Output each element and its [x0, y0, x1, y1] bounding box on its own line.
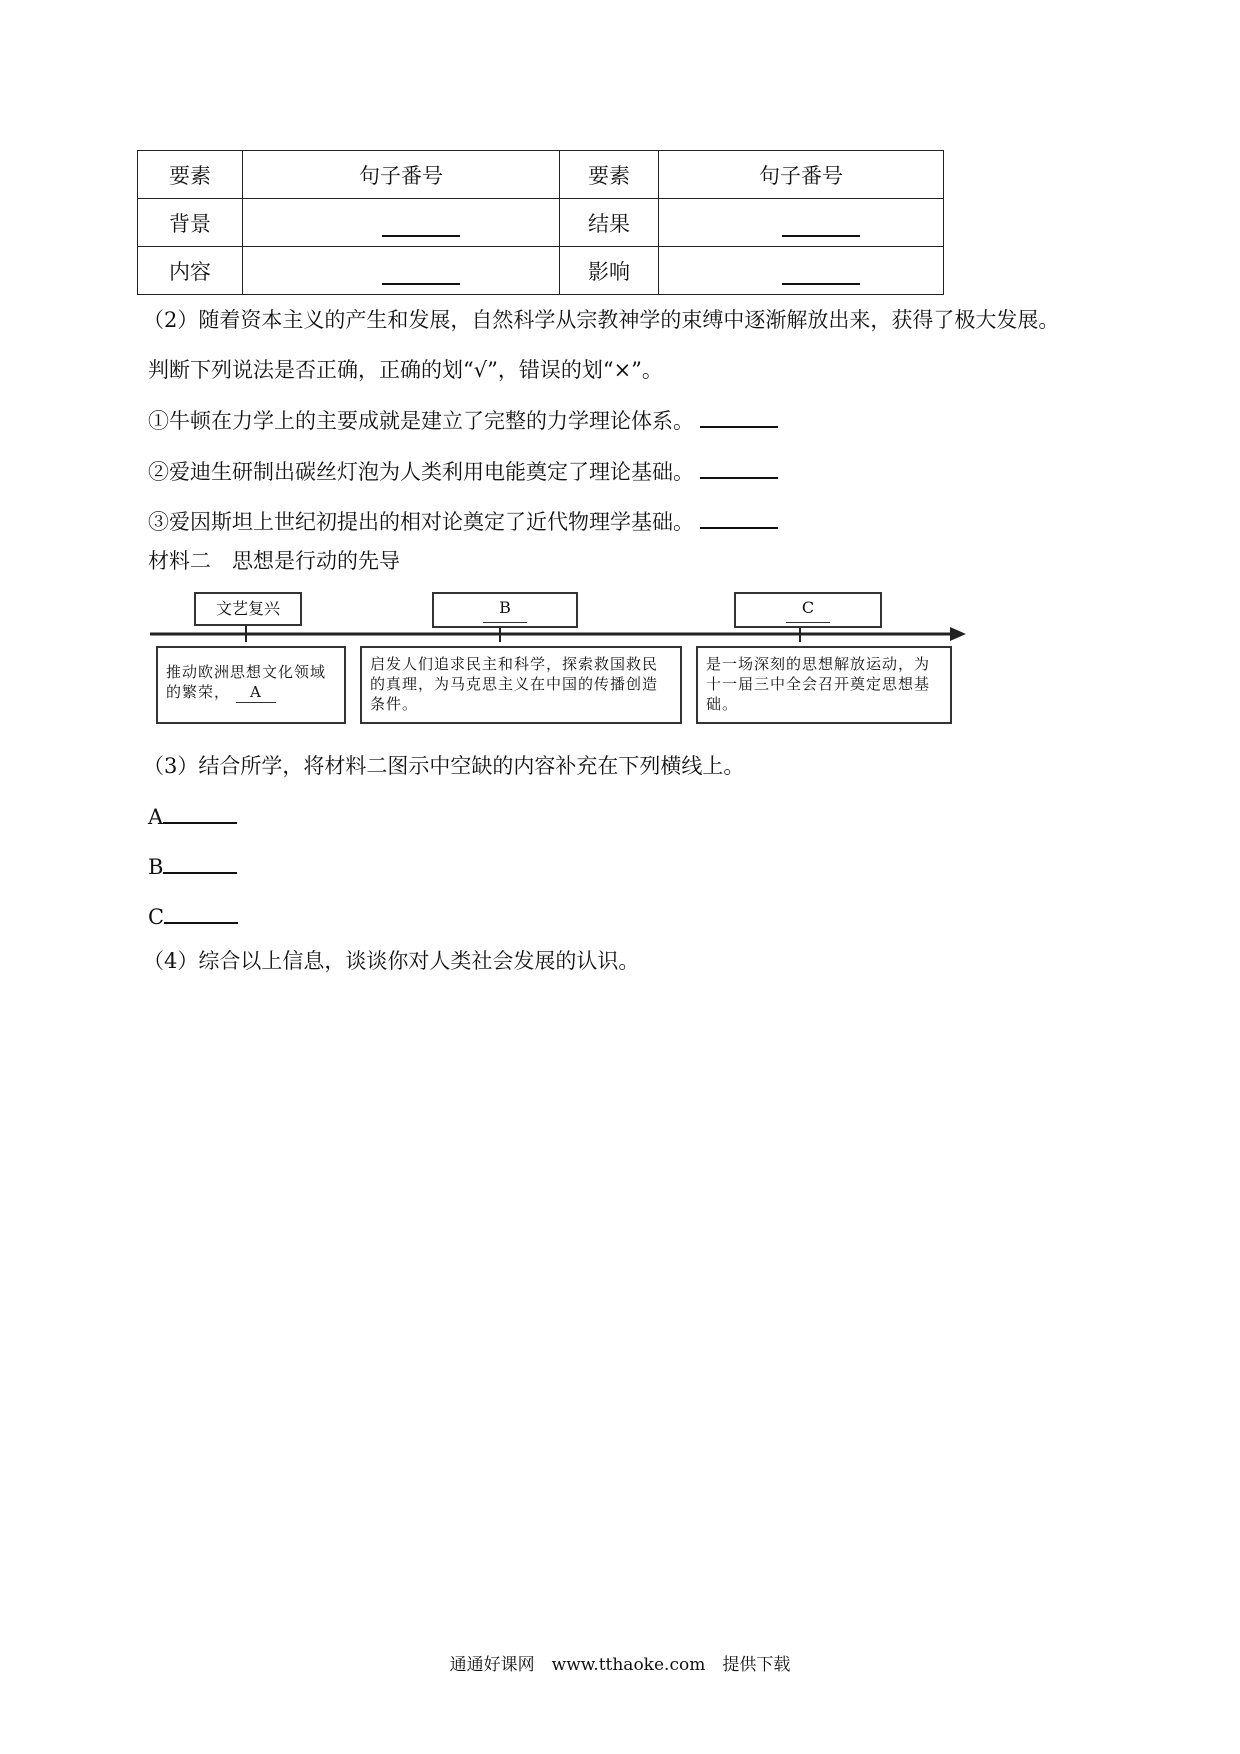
table-row	[138, 247, 944, 295]
q2-item-text: ③爱因斯坦上世纪初提出的相对论奠定了近代物理学基础。	[148, 510, 694, 534]
timeline-box-b	[360, 646, 682, 724]
q3-answer-a	[148, 802, 237, 831]
table-cell: 背景	[138, 199, 243, 247]
answer-cell[interactable]	[243, 199, 560, 247]
table-header: 要素	[560, 151, 659, 199]
table-cell: 结果	[560, 199, 659, 247]
q2-item-1	[148, 406, 778, 435]
table-header: 句子番号	[659, 151, 944, 199]
table-header: 句子番号	[243, 151, 560, 199]
table-cell: 内容	[138, 247, 243, 295]
q2-item-2	[148, 457, 778, 486]
timeline-head-label: B	[483, 594, 527, 623]
q2-item-3	[148, 507, 778, 536]
q3-label: B	[148, 855, 164, 879]
material2-title: 材料二 思想是行动的先导	[148, 549, 400, 573]
timeline-head-label: 文艺复兴	[215, 599, 280, 618]
answer-blank[interactable]	[700, 507, 778, 529]
q4-intro: （4）综合以上信息，谈谈你对人类社会发展的认识。	[143, 949, 640, 973]
timeline-head-renaissance	[194, 592, 302, 626]
timeline-box-text: 推动欧洲思想文化领域的繁荣，	[166, 663, 327, 701]
answer-blank[interactable]	[163, 852, 237, 874]
answer-cell[interactable]	[659, 247, 944, 295]
timeline-blank-a: A	[236, 682, 276, 703]
timeline-box-c	[696, 646, 952, 724]
q3-label: A	[148, 805, 164, 829]
timeline-box-a	[156, 646, 346, 724]
q3-intro: （3）结合所学，将材料二图示中空缺的内容补充在下列横线上。	[143, 754, 745, 778]
timeline-head-c	[734, 592, 882, 628]
q2-instruction: 判断下列说法是否正确，正确的划“√”，错误的划“×”。	[148, 358, 663, 382]
answer-cell[interactable]	[659, 199, 944, 247]
table-row	[138, 199, 944, 247]
q3-label: C	[148, 905, 165, 929]
table-header-row	[138, 151, 944, 199]
timeline-arrow-icon	[950, 627, 966, 641]
timeline-box-text: 启发人们追求民主和科学，探索救国救民的真理，为马克思主义在中国的传播创造条件。	[370, 655, 659, 713]
q2-intro: （2）随着资本主义的产生和发展，自然科学从宗教神学的束缚中逐渐解放出来，获得了极大发展。	[143, 308, 1060, 332]
timeline-head-b	[432, 592, 578, 628]
timeline-box-text: 是一场深刻的思想解放运动，为十一届三中全会召开奠定思想基础。	[706, 655, 931, 713]
elements-table	[137, 150, 944, 295]
answer-blank[interactable]	[163, 802, 237, 824]
q3-answer-c	[148, 902, 238, 931]
answer-blank[interactable]	[700, 406, 778, 428]
q2-item-text: ②爱迪生研制出碳丝灯泡为人类利用电能奠定了理论基础。	[148, 460, 694, 484]
table-header: 要素	[138, 151, 243, 199]
page-footer: 通通好课网 www.tthaoke.com 提供下载	[449, 1655, 791, 1675]
table-cell: 影响	[560, 247, 659, 295]
timeline-head-label: C	[786, 594, 830, 623]
answer-blank[interactable]	[164, 902, 238, 924]
q3-answer-b	[148, 852, 237, 881]
answer-blank[interactable]	[700, 457, 778, 479]
answer-cell[interactable]	[243, 247, 560, 295]
q2-item-text: ①牛顿在力学上的主要成就是建立了完整的力学理论体系。	[148, 409, 694, 433]
